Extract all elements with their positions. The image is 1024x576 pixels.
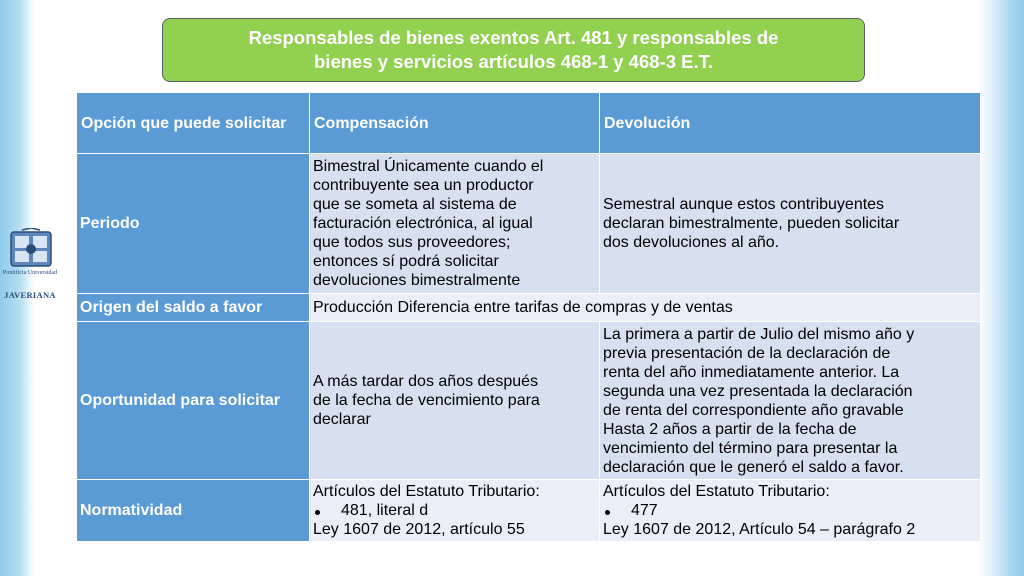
logo-big-text: JAVERIANA: [4, 290, 56, 300]
text-line: vencimiento del término para presentar la: [603, 439, 898, 457]
text-line: que se someta al sistema de: [313, 196, 517, 213]
text-line: que todos sus proveedores;: [313, 234, 511, 251]
text-line: Bimestral Únicamente cuando el: [313, 158, 544, 175]
normatividad-compensacion: [310, 480, 600, 542]
header-opcion: Opción que puede solicitar: [77, 93, 310, 154]
text-line: dos devoluciones al año.: [603, 234, 780, 251]
origen-text: Producción Diferencia entre tarifas de compras y de ventas: [310, 294, 981, 322]
text-line: declaran bimestralmente, pueden solicitar: [603, 215, 900, 232]
header-row: [77, 93, 981, 154]
text-line: Ley 1607 de 2012, Artículo 54 – parágrafo 2: [603, 521, 916, 538]
oportunidad-compensacion: [310, 322, 600, 480]
text-line: Artículos del Estatuto Tributario:: [313, 483, 540, 500]
text-line: devoluciones bimestralmente: [313, 272, 521, 289]
title-line-2: bienes y servicios artículos 468-1 y 468-3 E.T.: [314, 51, 713, 72]
text-line: A más tardar dos años después: [313, 373, 539, 390]
label-origen: Origen del saldo a favor: [77, 294, 310, 322]
header-devolucion: Devolución: [600, 93, 981, 154]
title-line-1: Responsables de bienes exentos Art. 481 y responsables de: [248, 27, 779, 48]
text-line: de renta del correspondiente año gravable: [603, 401, 904, 419]
bullet-list: [603, 501, 977, 520]
logo-small-text: Pontificia Universidad: [2, 270, 58, 276]
normatividad-devolucion: [600, 480, 981, 542]
row-normatividad: [77, 480, 981, 542]
list-item: 481, literal d: [313, 501, 596, 520]
text-line: Ley 1607 de 2012, artículo 55: [313, 521, 525, 538]
right-decorative-stripe: [978, 0, 1024, 576]
shield-crest-icon: [2, 228, 60, 272]
text-line: Artículos del Estatuto Tributario:: [603, 483, 830, 500]
header-compensacion: Compensación: [310, 93, 600, 154]
label-oportunidad: Oportunidad para solicitar: [77, 322, 310, 480]
text-line: entonces sí podrá solicitar: [313, 253, 499, 270]
periodo-compensacion: [310, 154, 600, 294]
text-line: declaración que le generó el saldo a favor.: [603, 458, 904, 476]
text-line: segunda una vez presentada la declaración: [603, 382, 913, 400]
slide-title: [162, 18, 865, 82]
text-line: declarar: [313, 411, 371, 428]
row-periodo: [77, 154, 981, 294]
text-line: Semestral aunque estos contribuyentes: [603, 196, 885, 213]
bullet-list: [313, 501, 596, 520]
row-origen: [77, 294, 981, 322]
comparison-table: [76, 92, 981, 542]
text-line: renta del año inmediatamente anterior. La: [603, 363, 900, 381]
row-oportunidad: [77, 322, 981, 480]
oportunidad-devolucion: [600, 322, 981, 480]
text-line: de la fecha de vencimiento para: [313, 392, 540, 409]
periodo-devolucion: [600, 154, 981, 294]
label-periodo: Periodo: [77, 154, 310, 294]
text-line: La primera a partir de Julio del mismo año y: [603, 325, 915, 343]
text-line: previa presentación de la declaración de: [603, 344, 891, 362]
text-line: contribuyente sea un productor: [313, 177, 534, 194]
label-normatividad: Normatividad: [77, 480, 310, 542]
text-line: facturación electrónica, al igual: [313, 215, 533, 232]
text-line: Hasta 2 años a partir de la fecha de: [603, 420, 857, 438]
list-item: 477: [603, 501, 977, 520]
